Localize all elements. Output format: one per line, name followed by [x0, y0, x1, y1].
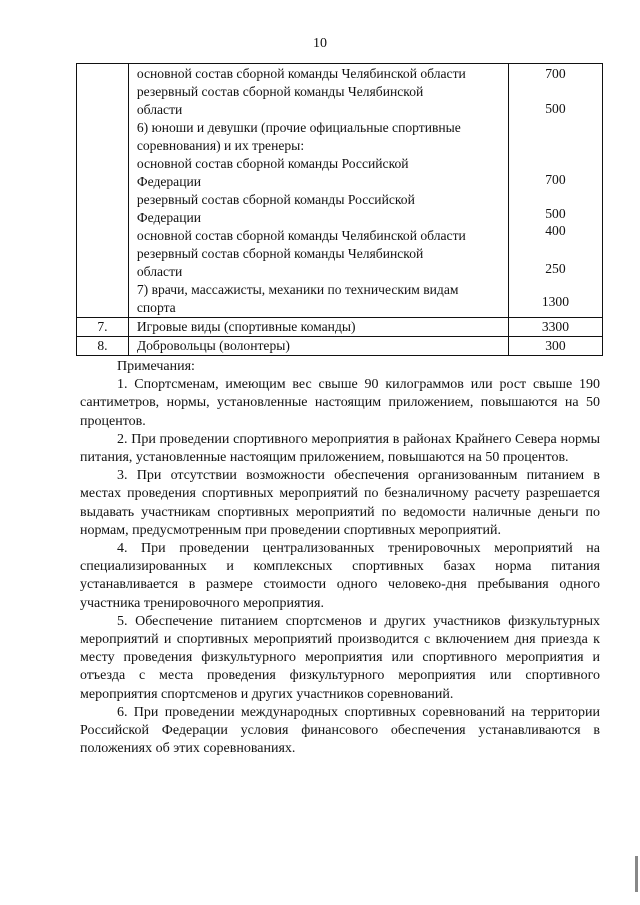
name-line: Федерации — [136, 174, 202, 189]
table-row — [77, 337, 603, 356]
nutrition-norms-table — [76, 63, 603, 356]
name-line: области — [136, 264, 183, 279]
name-line: резервный состав сборной команды Российской — [136, 192, 415, 207]
table-cell-name: Игровые виды (спортивные команды) — [128, 318, 508, 337]
value-column — [509, 64, 602, 311]
table-cell-number — [77, 64, 129, 318]
value-youth-reserve-chelyabinsk: 250 — [545, 261, 566, 276]
note-item: 1. Спортсменам, имеющим вес свыше 90 килограммов или рост свыше 190 сантиметров, нормы, установленные настоящим приложением, повышаются на 50 процентов. — [80, 377, 600, 429]
note-item: 3. При отсутствии возможности обеспечения организованным питанием в местах проведения спортивных мероприятий по безналичному расчету разрешается выдавать участникам спортивных мероприятий по ведомости наличные деньги по нормам, предусмотренным при проведении спортивных мероприятий. — [80, 468, 600, 538]
scan-edge-mark — [635, 856, 638, 892]
name-line: основной состав сборной команды Российской — [136, 156, 409, 171]
table-cell-value: 3300 — [508, 318, 602, 337]
table-row-continued — [77, 64, 603, 318]
table-cell-value: 300 — [508, 337, 602, 356]
name-line: 7) врачи, массажисты, механики по техническим видам — [136, 282, 459, 297]
value-youth-main-chelyabinsk: 400 — [545, 223, 566, 238]
name-line: спорта — [136, 300, 176, 315]
name-line: 6) юноши и девушки (прочие официальные спортивные — [136, 120, 461, 135]
name-line: основной состав сборной команды Челябинской области — [136, 228, 466, 243]
name-line: резервный состав сборной команды Челябинской — [136, 84, 424, 99]
value-reserve-chelyabinsk: 500 — [545, 101, 566, 116]
name-line: Федерации — [136, 210, 202, 225]
table-cell-number: 7. — [77, 318, 129, 337]
note-item: 5. Обеспечение питанием спортсменов и других участников физкультурных мероприятий и спортивных мероприятий производится с включением дня приезда к месту проведения физкультурного мероприятия или спортивного мероприятия и отъезда с места проведения физкультурного мероприятия или спортивного мероприятия спортсменов и других участников соревнований. — [80, 613, 600, 702]
table-cell-number: 8. — [77, 337, 129, 356]
name-line: соревнования) и их тренеры: — [136, 138, 305, 153]
value-main-chelyabinsk: 700 — [545, 66, 566, 81]
name-line: резервный состав сборной команды Челябинской — [136, 246, 424, 261]
note-item: 4. При проведении централизованных тренировочных мероприятий на специализированных и комплексных спортивных базах норма питания устанавливается в размере стоимости одного человеко-дня пребывания одного участника тренировочного мероприятия. — [80, 541, 600, 611]
page-number: 10 — [313, 36, 327, 51]
table-cell-name: Добровольцы (волонтеры) — [128, 337, 508, 356]
note-item: 6. При проведении международных спортивных соревнований на территории Российской Федерации условия финансового обеспечения устанавливаются в положениях об этих соревнованиях. — [80, 704, 600, 757]
table-cell-name — [128, 64, 508, 318]
notes-section — [80, 358, 600, 758]
value-doctors-masseurs: 1300 — [541, 294, 570, 309]
table-row — [77, 318, 603, 337]
name-line: основной состав сборной команды Челябинской области — [136, 66, 466, 81]
value-youth-reserve-russia: 500 — [545, 206, 566, 221]
notes-title: Примечания: — [117, 359, 195, 374]
table-cell-value — [508, 64, 602, 318]
value-youth-main-russia: 700 — [545, 172, 566, 187]
note-item: 2. При проведении спортивного мероприятия в районах Крайнего Севера нормы питания, установленные настоящим приложением, повышаются на 50 процентов. — [80, 431, 600, 466]
name-line: области — [136, 102, 183, 117]
